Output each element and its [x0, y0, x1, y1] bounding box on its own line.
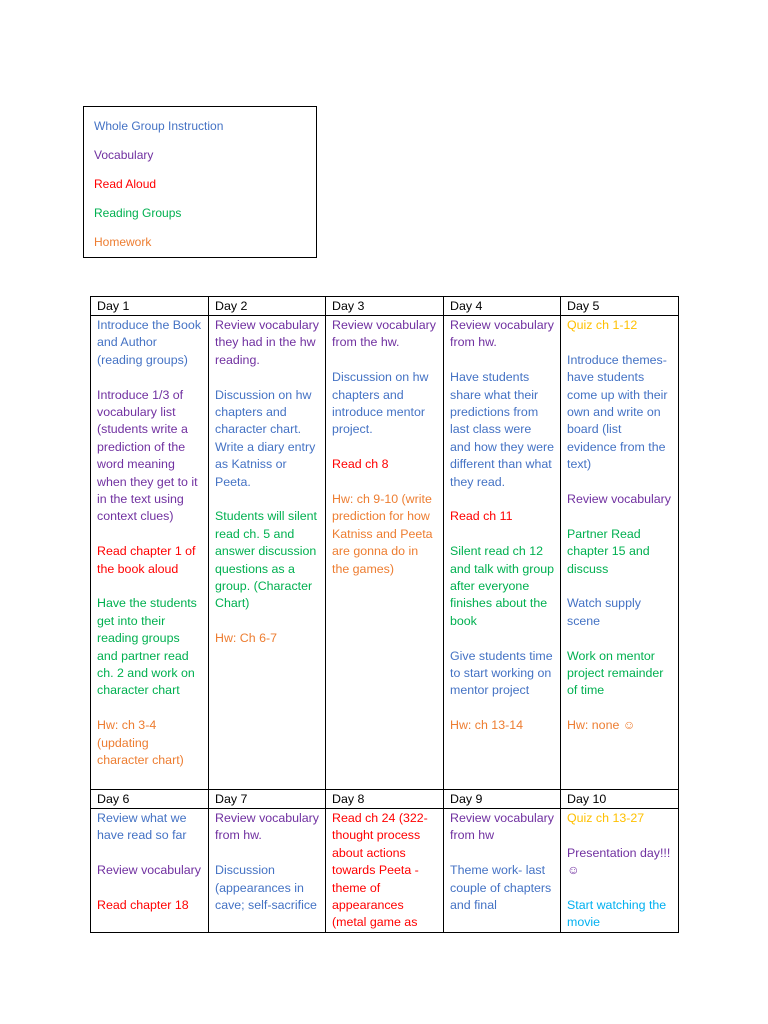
activity-text: Read chapter 18 — [97, 898, 189, 912]
day-activities-cell — [561, 316, 679, 790]
activity-text: Read ch 8 — [332, 457, 389, 472]
activity-text: Discussion on hw chapters and introduce mentor project. — [332, 370, 429, 437]
activity-text: Discussion (appearances in cave; self-sacrifice — [215, 863, 317, 913]
legend-item-vocabulary: Vocabulary — [94, 148, 154, 162]
day-header: Day 8 — [326, 790, 444, 809]
day-header: Day 6 — [91, 790, 209, 809]
activity-text: Review vocabulary from the hw. — [332, 318, 436, 350]
activity-text: Introduce the Book and Author (reading groups) — [97, 318, 202, 367]
activity-text: Have the students get into their reading groups and partner read ch. 2 and work on character chart — [97, 596, 197, 698]
day-header: Day 10 — [561, 790, 679, 809]
day-activities-cell — [561, 809, 679, 933]
legend-item-read-aloud: Read Aloud — [94, 177, 157, 191]
activity-text: Hw: ch 3-4 (updating character chart) — [97, 718, 184, 768]
activity-text: Partner Read chapter 15 and discuss — [567, 526, 650, 576]
activity-text: Theme work- last couple of chapters and final — [450, 863, 552, 913]
day-activities-cell — [444, 809, 561, 933]
activity-text: Read ch 11 — [450, 509, 513, 524]
day-header: Day 7 — [209, 790, 326, 809]
activity-text: Presentation day!!! ☺ — [567, 845, 671, 878]
activity-text: Review vocabulary — [97, 863, 201, 878]
activity-text: Silent read ch 12 and talk with group after everyone finishes about the book — [450, 544, 555, 628]
day-header: Day 1 — [91, 297, 209, 316]
activity-text: Read ch 24 (322-thought process about actions towards Peeta -theme of appearances (metal game as — [332, 811, 428, 930]
day-activities-cell — [91, 809, 209, 933]
week2-activities-row — [91, 809, 679, 933]
day-activities-cell — [91, 316, 209, 790]
activity-text: Work on mentor project remainder of time — [567, 648, 664, 698]
day-header: Day 4 — [444, 297, 561, 316]
activity-text: Students will silent read ch. 5 and answer discussion questions as a group. (Character Chart) — [215, 509, 317, 611]
lesson-plan-table — [90, 296, 679, 933]
legend-item-whole-group: Whole Group Instruction — [94, 119, 224, 133]
activity-text: Hw: ch 9-10 (write prediction for how Katniss and Peeta are gonna do in the games) — [332, 492, 433, 576]
day-activities-cell — [209, 809, 326, 933]
activity-text: Review vocabulary from hw. — [450, 318, 554, 350]
activity-text: Quiz ch 13-27 — [567, 811, 645, 825]
activity-text: Watch supply scene — [567, 596, 641, 628]
week2-header-row — [91, 790, 679, 809]
day-activities-cell — [209, 316, 326, 790]
activity-text: Hw: Ch 6-7 — [215, 631, 277, 646]
day-header: Day 2 — [209, 297, 326, 316]
activity-text: Review vocabulary — [567, 492, 671, 507]
activity-text: Introduce themes-have students come up with their own and write on board (list evidence from the text) — [567, 352, 668, 472]
activity-text: Read chapter 1 of the book aloud — [97, 544, 196, 576]
activity-text: Review vocabulary from hw. — [215, 811, 319, 843]
activity-text: Give students time to start working on mentor project — [450, 648, 553, 698]
activity-text: Have students share what their predictions from last class were and how they were different than what they read. — [450, 370, 555, 489]
activity-text: Start watching the movie — [567, 898, 667, 930]
day-header: Day 3 — [326, 297, 444, 316]
activity-text: Quiz ch 1-12 — [567, 318, 638, 332]
day-header: Day 9 — [444, 790, 561, 809]
legend-item-homework: Homework — [94, 235, 152, 249]
day-activities-cell — [444, 316, 561, 790]
day-activities-cell — [326, 809, 444, 933]
activity-text: Hw: none ☺ — [567, 718, 636, 733]
activity-text: Introduce 1/3 of vocabulary list (students write a prediction of the word meaning when they get to it in the text using context clues) — [97, 387, 198, 524]
week1-activities-row — [91, 316, 679, 790]
color-legend — [83, 106, 317, 258]
day-activities-cell — [326, 316, 444, 790]
activity-text: Review what we have read so far — [97, 811, 187, 843]
week1-header-row — [91, 297, 679, 316]
activity-text: Review vocabulary from hw — [450, 811, 554, 843]
activity-text: Review vocabulary they had in the hw reading. — [215, 318, 319, 367]
activity-text: Hw: ch 13-14 — [450, 718, 524, 733]
day-header: Day 5 — [561, 297, 679, 316]
legend-item-reading-groups: Reading Groups — [94, 206, 182, 220]
activity-text: Discussion on hw chapters and character chart. Write a diary entry as Katniss or Peeta. — [215, 387, 316, 489]
